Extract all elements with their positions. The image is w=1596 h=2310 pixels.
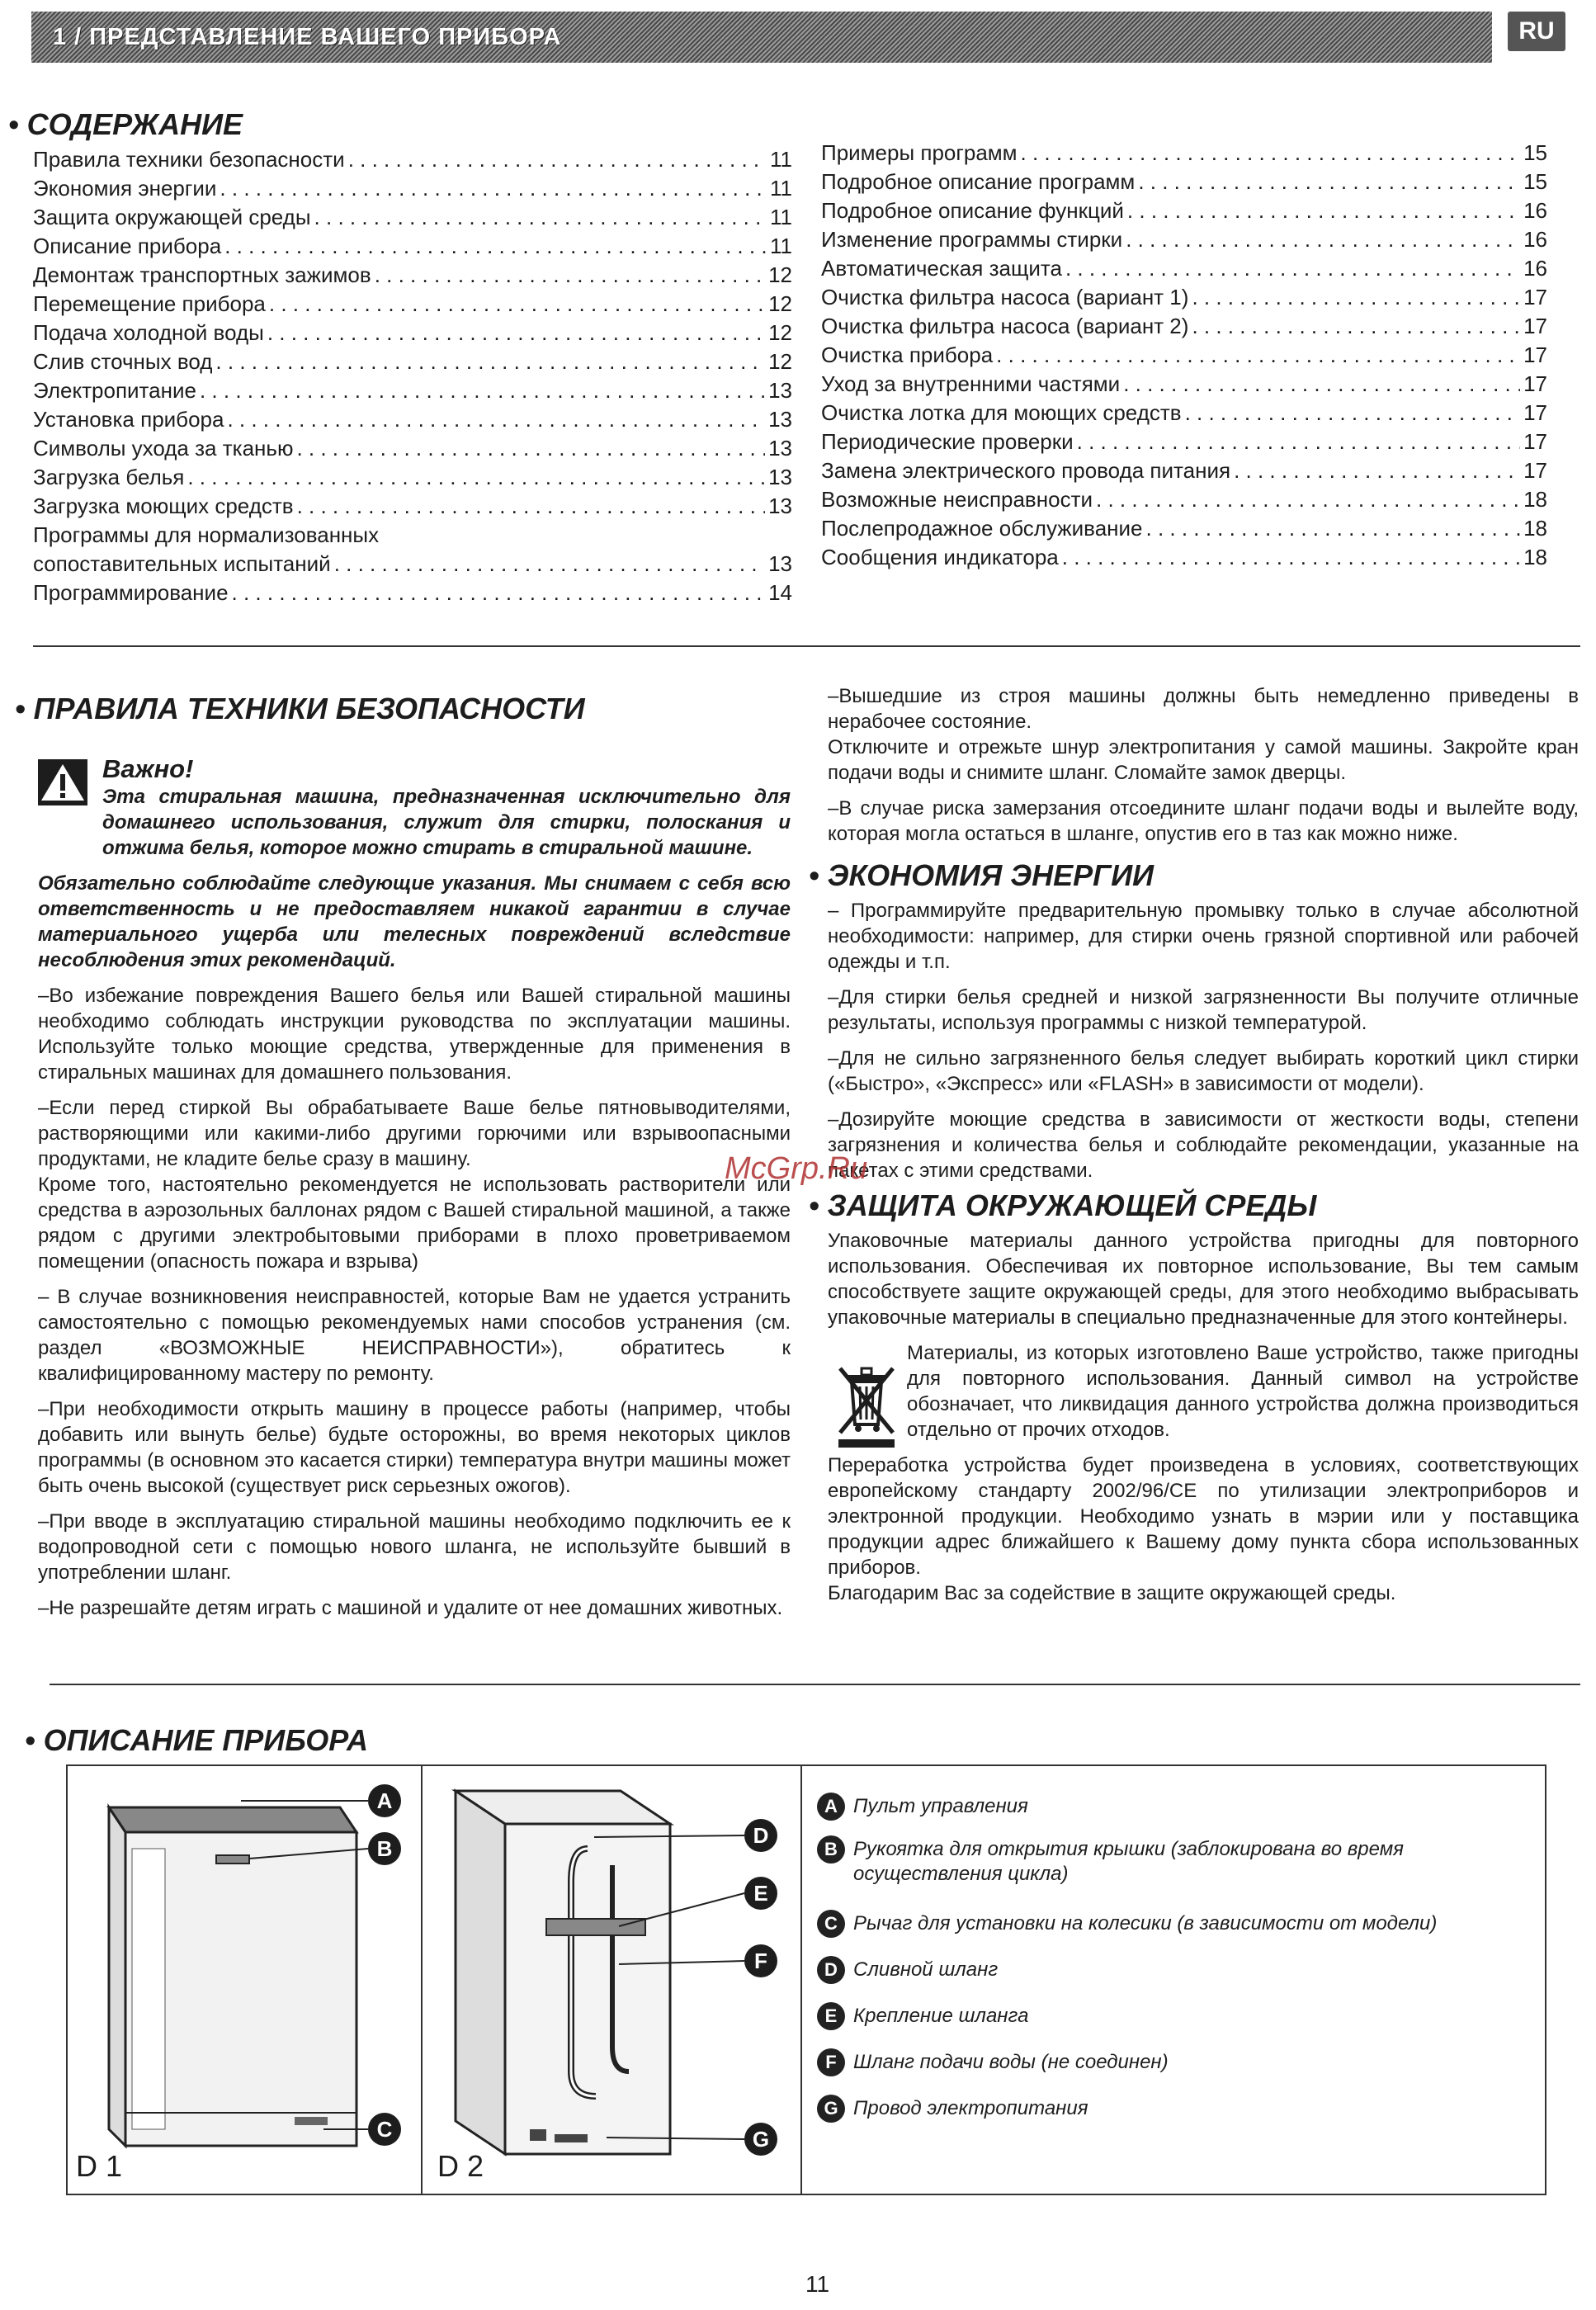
header-title: 1 / ПРЕДСТАВЛЕНИЕ ВАШЕГО ПРИБОРА: [53, 23, 562, 50]
environment-paragraph: Упаковочные материалы данного устройства пригодны для повторного использования. Обеспечивая их повторное использование, Вы тем самым способствуете защите окружающей среды, для этого необходимо выбрасывать упаковочные материалы в специально предназначенные для этого контейнеры.: [828, 1230, 1579, 1329]
safety-paragraph: –Не разрешайте детям играть с машиной и удалите от нее домашних животных.: [38, 1597, 783, 1619]
toc-item[interactable]: Очистка прибора . . . 17: [821, 341, 1547, 370]
toc-item[interactable]: Послепродажное обслуживание . . . 18: [821, 514, 1547, 543]
toc-item[interactable]: Описание прибора . . . 11: [33, 232, 792, 261]
toc-item[interactable]: Загрузка белья . . . 13: [33, 463, 792, 492]
toc-item[interactable]: Замена электрического провода питания . . . 17: [821, 456, 1547, 485]
environment-title: • ЗАЩИТА ОКРУЖАЮЩЕЙ СРЕДЫ: [809, 1188, 1316, 1223]
toc-right-column: [821, 139, 1547, 572]
diagram-divider: [800, 1766, 802, 2194]
leader-lines: [68, 1766, 421, 2194]
safety-paragraph: – В случае возникновения неисправностей, которые Вам не удается устранить самостоятельно с помощью рекомендуемых нами способов устранения (см. раздел «ВОЗМОЖНЫЕ НЕИСПРАВНОСТИ»), обратитесь к квалифицированному мастеру по ремонту.: [38, 1286, 791, 1385]
toc-left-column: [33, 145, 792, 607]
legend-item: A Пульт управления: [817, 1793, 1527, 1821]
warning-title: Важно!: [102, 754, 194, 783]
toc-item[interactable]: Автоматическая защита . . . 16: [821, 254, 1547, 283]
safety-left-column: [38, 784, 791, 1631]
legend-letter: B: [817, 1835, 845, 1864]
safety-paragraph: Кроме того, настоятельно рекомендуется не использовать растворители или средства в аэрозольных баллонах рядом с Вашей стиральной машиной, а также рядом с другими электробытовыми приборами в плохо проветриваемом помещении (опасность пожара и взрыва): [38, 1174, 791, 1273]
safety-paragraph: –При вводе в эксплуатацию стиральной машины необходимо подключить ее к водопроводной сети с помощью нового шланга, не используйте бывший в употреблении шланг.: [38, 1510, 791, 1584]
section-divider: [50, 1684, 1580, 1685]
toc-item[interactable]: Перемещение прибора . . . 12: [33, 290, 792, 319]
safety-paragraph: –При необходимости открыть машину в процессе работы (например, чтобы добавить или вынуть белье) будьте осторожны, во время некоторых циклов программы (в основном это касается стирки) температура внутри машины может быть очень высокой (существует риск серьезных ожогов).: [38, 1398, 791, 1497]
callout-c: C: [368, 2113, 401, 2146]
toc-item[interactable]: Загрузка моющих средств . . . 13: [33, 492, 792, 521]
toc-item[interactable]: Изменение программы стирки . . . 16: [821, 225, 1547, 254]
crossed-bin-icon: [833, 1363, 900, 1449]
toc-item[interactable]: Символы ухода за тканью . . . 13: [33, 434, 792, 463]
callout-f: F: [744, 1944, 777, 1977]
legend-item: F Шланг подачи воды (не соединен): [817, 2048, 1527, 2076]
diagram-label-d2: D 2: [437, 2149, 484, 2183]
toc-item[interactable]: Демонтаж транспортных зажимов . . . 12: [33, 261, 792, 290]
callout-a: A: [368, 1784, 401, 1817]
toc-item[interactable]: Периодические проверки . . . 17: [821, 428, 1547, 456]
legend-letter: E: [817, 2002, 845, 2030]
diagram-box: [66, 1764, 1546, 2195]
warning-text: Эта стиральная машина, предназначенная исключительно для домашнего использования, служит для стирки, полоскания и отжима белья, которое можно стирать в стиральной машине.: [102, 786, 791, 859]
legend-item: C Рычаг для установки на колесики (в зависимости от модели): [817, 1910, 1527, 1938]
safety-paragraph: Отключите и отрежьте шнур электропитания у самой машины. Закройте кран подачи воды и снимите шланг. Сломайте замок дверцы.: [828, 736, 1579, 784]
toc-title: • СОДЕРЖАНИЕ: [8, 107, 243, 142]
toc-item[interactable]: Возможные неисправности . . . 18: [821, 485, 1547, 514]
toc-item[interactable]: Установка прибора . . . 13: [33, 405, 792, 434]
energy-title: • ЭКОНОМИЯ ЭНЕРГИИ: [809, 858, 1154, 893]
toc-item[interactable]: Электропитание . . . 13: [33, 376, 792, 405]
toc-item[interactable]: Подробное описание функций . . . 16: [821, 196, 1547, 225]
toc-item[interactable]: сопоставительных испытаний . . . 13: [33, 550, 792, 579]
toc-item[interactable]: Защита окружающей среды . . . 11: [33, 203, 792, 232]
watermark: McGrp.Ru: [725, 1151, 868, 1186]
toc-item[interactable]: Подробное описание программ . . . 15: [821, 168, 1547, 196]
safety-title: • ПРАВИЛА ТЕХНИКИ БЕЗОПАСНОСТИ: [15, 692, 585, 726]
callout-b: B: [368, 1832, 401, 1865]
environment-column: [828, 1228, 1579, 1616]
callout-d: D: [744, 1819, 777, 1852]
legend-item: G Провод электропитания: [817, 2095, 1527, 2123]
environment-paragraph: Благодарим Вас за содействие в защите окружающей среды.: [828, 1582, 1396, 1604]
callout-e: E: [744, 1877, 777, 1910]
language-badge: RU: [1508, 12, 1565, 51]
environment-paragraph: Переработка устройства будет произведена в условиях, соответствующих европейскому стандарту 2002/96/CE по утилизации электроприборов и электронной продукции. Необходимо узнать в мэрии или у поставщика продукции адрес ближайшего к Вашему дому пункта сбора использованных приборов.: [828, 1454, 1579, 1579]
energy-paragraph: –Для стирки белья средней и низкой загрязненности Вы получите отличные результаты, используя программы с низкой температурой.: [828, 986, 1579, 1034]
toc-item[interactable]: Примеры программ . . . 15: [821, 139, 1547, 168]
toc-item[interactable]: Программирование . . . 14: [33, 579, 792, 607]
callout-g: G: [744, 2123, 777, 2156]
legend-item: E Крепление шланга: [817, 2002, 1527, 2030]
toc-item[interactable]: Слив сточных вод . . . 12: [33, 347, 792, 376]
safety-paragraph: –Вышедшие из строя машины должны быть немедленно приведены в нерабочее состояние.: [828, 685, 1579, 733]
environment-paragraph: Материалы, из которых изготовлено Ваше устройство, также пригодны для повторного использования. Данный символ на устройстве обозначает, что ликвидация данного устройства должна производиться отдельно от прочих отходов.: [907, 1342, 1579, 1441]
header-bar: [31, 12, 1492, 63]
toc-item[interactable]: Сообщения индикатора . . . 18: [821, 543, 1547, 572]
leader-lines: [421, 1766, 800, 2194]
toc-item[interactable]: Уход за внутренними частями . . . 17: [821, 370, 1547, 399]
toc-item[interactable]: Правила техники безопасности . . . 11: [33, 145, 792, 174]
toc-item[interactable]: Очистка фильтра насоса (вариант 1) . . . 17: [821, 283, 1547, 312]
safety-paragraph: –В случае риска замерзания отсоедините шланг подачи воды и вылейте воду, которая могла остаться в шланге, опустив его в таз как можно ниже.: [828, 797, 1579, 845]
toc-item[interactable]: Подача холодной воды . . . 12: [33, 319, 792, 347]
section-divider: [33, 645, 1580, 647]
toc-item-line1: Программы для нормализованных: [33, 522, 380, 547]
legend-letter: A: [817, 1793, 845, 1821]
toc-item[interactable]: Очистка фильтра насоса (вариант 2) . . . 17: [821, 312, 1547, 341]
legend-letter: D: [817, 1956, 845, 1984]
energy-paragraph: –Для не сильно загрязненного белья следует выбирать короткий цикл стирки («Быстро», «Экспресс» или «FLASH» в зависимости от модели).: [828, 1047, 1579, 1095]
toc-item[interactable]: Очистка лотка для моющих средств . . . 17: [821, 399, 1547, 428]
toc-item[interactable]: Экономия энергии . . . 11: [33, 174, 792, 203]
description-title: • ОПИСАНИЕ ПРИБОРА: [25, 1723, 368, 1758]
legend-letter: F: [817, 2048, 845, 2076]
page-number: 11: [805, 2271, 830, 2297]
safety-right-column: [828, 683, 1579, 857]
legend-letter: G: [817, 2095, 845, 2123]
diagram-label-d1: D 1: [76, 2149, 123, 2183]
energy-column: [828, 898, 1579, 1193]
safety-paragraph: –Во избежание повреждения Вашего белья или Вашей стиральной машины необходимо соблюдать инструкции руководства по эксплуатации машины. Используйте только моющие средства, утвержденные для применения в стиральных машинах для домашнего пользования.: [38, 985, 791, 1084]
legend-letter: C: [817, 1910, 845, 1938]
legend-item: B Рукоятка для открытия крышки (заблокирована во время осуществления цикла): [817, 1835, 1444, 1887]
legend-item: D Сливной шланг: [817, 1956, 1527, 1984]
safety-paragraph: –Если перед стиркой Вы обрабатываете Ваше белье пятновыводителями, растворяющими или какими-либо другими горючими или взрывоопасными продуктами, не кладите белье сразу в машину.: [38, 1097, 791, 1170]
warning-text-2: Обязательно соблюдайте следующие указания. Мы снимаем с себя всю ответственность и не предоставляем никакой гарантии в случае материального ущерба или телесных повреждений вследствие несоблюдения этих рекомендаций.: [38, 872, 791, 971]
energy-paragraph: – Программируйте предварительную промывку только в случае абсолютной необходимости: например, для стирки очень грязной спортивной или рабочей одежды и т.п.: [828, 900, 1579, 973]
energy-paragraph: –Дозируйте моющие средства в зависимости от жесткости воды, степени загрязнения и количества белья и соблюдайте рекомендации, указанные на пакетах с этими средствами.: [828, 1108, 1579, 1182]
